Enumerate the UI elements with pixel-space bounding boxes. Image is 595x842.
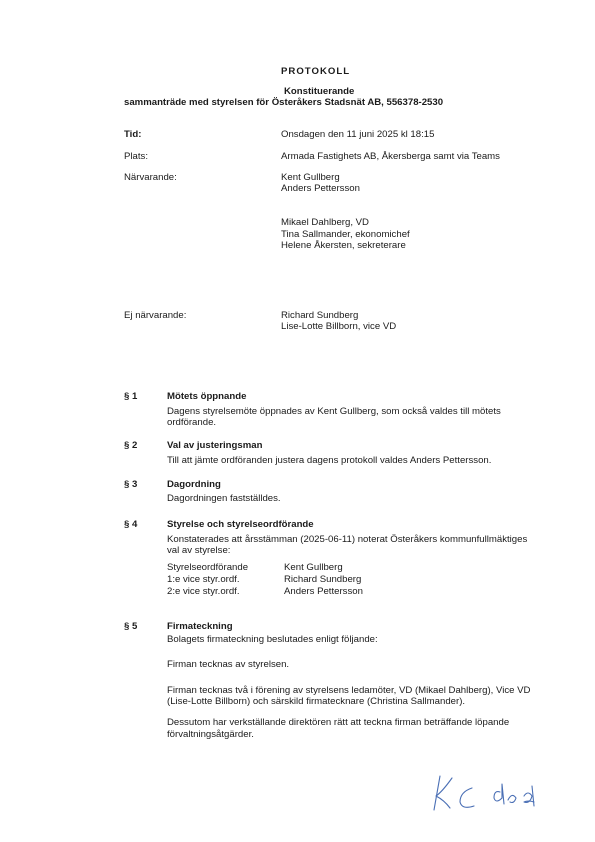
section-text: Bolagets firmateckning beslutades enligt följande: bbox=[167, 634, 378, 645]
section-text: Konstaterades att årsstämman (2025-06-11) noterat Österåkers kommunfullmäktiges bbox=[167, 534, 528, 545]
section-heading: Val av justeringsman bbox=[167, 440, 263, 451]
place-label: Plats: bbox=[124, 151, 148, 162]
present-member: Kent Gullberg bbox=[281, 172, 340, 183]
document-subtitle: Konstituerande bbox=[284, 86, 355, 97]
board-role: 1:e vice styr.ordf. bbox=[167, 574, 240, 585]
section-number: § 3 bbox=[124, 479, 138, 490]
section-text: förvaltningsåtgärder. bbox=[167, 729, 254, 740]
present-member: Anders Pettersson bbox=[281, 183, 360, 194]
absent-label: Ej närvarande: bbox=[124, 310, 187, 321]
section-text: ordförande. bbox=[167, 417, 217, 428]
section-number: § 1 bbox=[124, 391, 138, 402]
present-other: Mikael Dahlberg, VD bbox=[281, 217, 369, 228]
section-text: Till att jämte ordföranden justera dagens protokoll valdes Anders Pettersson. bbox=[167, 455, 492, 466]
board-member: Richard Sundberg bbox=[284, 574, 362, 585]
present-other: Tina Sallmander, ekonomichef bbox=[281, 229, 410, 240]
meeting-description: sammanträde med styrelsen för Österåkers Stadsnät AB, 556378-2530 bbox=[124, 97, 444, 108]
time-value: Onsdagen den 11 juni 2025 kl 18:15 bbox=[281, 129, 435, 140]
section-heading: Firmateckning bbox=[167, 621, 233, 632]
document-title: PROTOKOLL bbox=[281, 66, 351, 77]
section-text: Dagens styrelsemöte öppnades av Kent Gullberg, som också valdes till mötets bbox=[167, 406, 501, 417]
time-label: Tid: bbox=[124, 129, 142, 140]
section-text: Firman tecknas två i förening av styrelsens ledamöter, VD (Mikael Dahlberg), Vice VD bbox=[167, 685, 531, 696]
section-text: val av styrelse: bbox=[167, 545, 231, 556]
section-heading: Styrelse och styrelseordförande bbox=[167, 519, 314, 530]
section-number: § 2 bbox=[124, 440, 138, 451]
place-value: Armada Fastighets AB, Åkersberga samt via Teams bbox=[281, 151, 500, 162]
section-number: § 4 bbox=[124, 519, 138, 530]
section-heading: Dagordning bbox=[167, 479, 221, 490]
section-number: § 5 bbox=[124, 621, 138, 632]
present-label: Närvarande: bbox=[124, 172, 177, 183]
section-heading: Mötets öppnande bbox=[167, 391, 247, 402]
absent-member: Richard Sundberg bbox=[281, 310, 359, 321]
absent-member: Lise-Lotte Billborn, vice VD bbox=[281, 321, 397, 332]
section-text: Dessutom har verkställande direktören rätt att teckna firman beträffande löpande bbox=[167, 717, 510, 728]
signature-initials bbox=[428, 770, 548, 818]
board-role: Styrelseordförande bbox=[167, 562, 249, 573]
board-member: Anders Pettersson bbox=[284, 586, 363, 597]
section-text: Firman tecknas av styrelsen. bbox=[167, 659, 290, 670]
section-text: Dagordningen fastställdes. bbox=[167, 493, 281, 504]
present-other: Helene Åkersten, sekreterare bbox=[281, 240, 406, 251]
board-role: 2:e vice styr.ordf. bbox=[167, 586, 240, 597]
board-member: Kent Gullberg bbox=[284, 562, 343, 573]
section-text: (Lise-Lotte Billborn) och särskild firmatecknare (Christina Sallmander). bbox=[167, 696, 466, 707]
